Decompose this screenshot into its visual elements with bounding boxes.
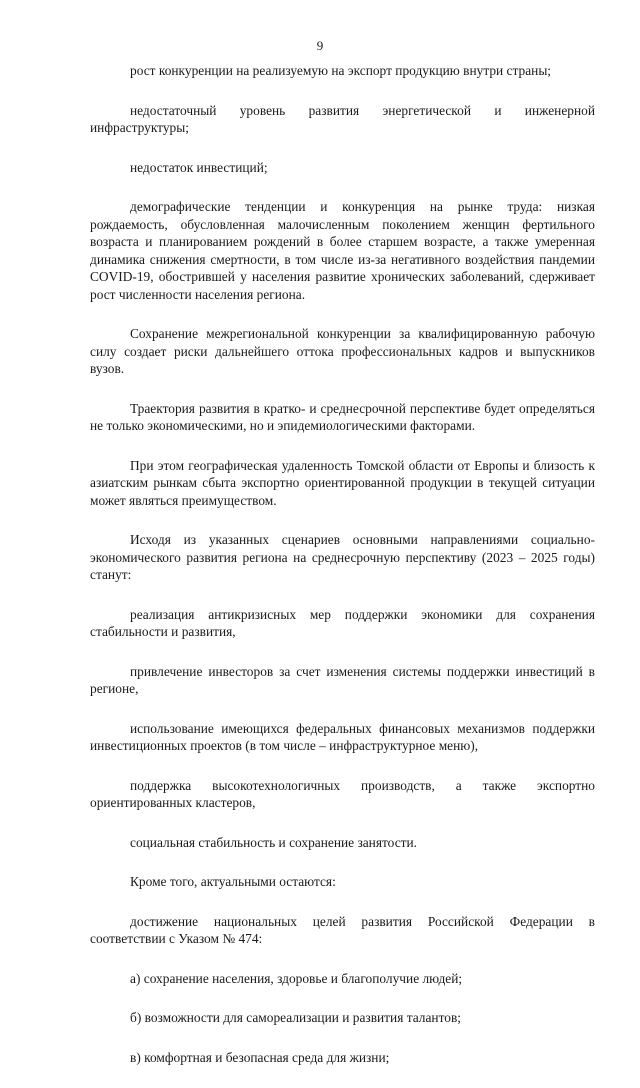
- paragraph: поддержка высокотехнологичных производств, а также экспортно ориентированных кластеров,: [90, 777, 595, 810]
- paragraph: демографические тенденции и конкуренция на рынке труда: низкая рождаемость, обусловленная малочисленным поколением женщин фертильного возраста и планированием рождений в более старшем возрасте, а также умеренная динамика снижения смертности, в том числе из-за негативного воздействия пандемии COVID-19, обострившей у населения развитие хронических заболеваний, сдерживает рост численности населения региона.: [90, 199, 595, 302]
- page-number: 9: [316, 38, 324, 53]
- paragraph: Траектория развития в кратко- и среднесрочной перспективе будет определяться не только экономическими, но и эпидемиологическими факторами.: [90, 400, 595, 433]
- paragraph: достижение национальных целей развития Российской Федерации в соответствии с Указом № 474:: [90, 913, 595, 946]
- paragraph: При этом географическая удаленность Томской области от Европы и близость к азиатским рынкам сбыта экспортно ориентированной продукции в текущей ситуации может являться преимуществом.: [90, 457, 595, 508]
- paragraph: недостаточный уровень развития энергетической и инженерной инфраструктуры;: [90, 102, 595, 135]
- list-item: б) возможности для самореализации и развития талантов;: [130, 1010, 461, 1025]
- paragraph: привлечение инвесторов за счет изменения системы поддержки инвестиций в регионе,: [90, 663, 595, 696]
- paragraph: Сохранение межрегиональной конкуренции за квалифицированную рабочую силу создает риски дальнейшего оттока профессиональных кадров и выпускников вузов.: [90, 326, 595, 376]
- paragraph: использование имеющихся федеральных финансовых механизмов поддержки инвестиционных проектов (в том числе – инфраструктурное меню),: [90, 720, 595, 753]
- paragraph: рост конкуренции на реализуемую на экспорт продукцию внутри страны;: [130, 63, 552, 78]
- paragraph: недостаток инвестиций;: [130, 159, 268, 175]
- paragraph: Кроме того, актуальными остаются:: [130, 874, 336, 889]
- list-item: в) комфортная и безопасная среда для жизни;: [130, 1049, 390, 1065]
- paragraph: социальная стабильность и сохранение занятости.: [130, 834, 418, 850]
- document-body: [90, 62, 595, 1088]
- paragraph: реализация антикризисных мер поддержки экономики для сохранения стабильности и развития,: [90, 606, 595, 639]
- paragraph: Исходя из указанных сценариев основными направлениями социально-экономического развития региона на среднесрочную перспективу (2023 – 2025 годы) станут:: [90, 532, 595, 582]
- list-item: а) сохранение населения, здоровье и благополучие людей;: [130, 970, 463, 986]
